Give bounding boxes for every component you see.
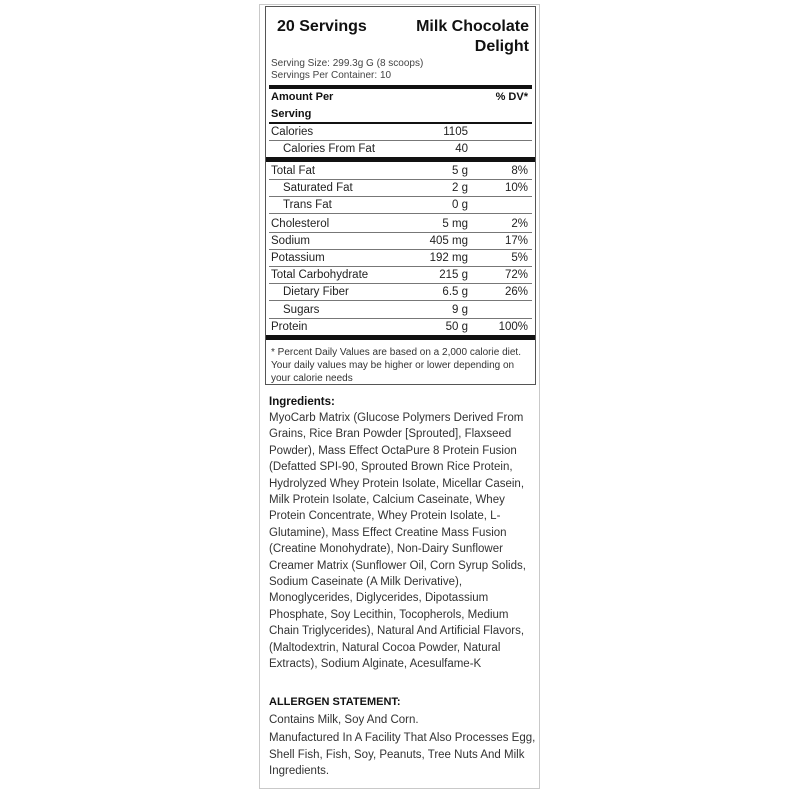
nutrient-row (269, 216, 532, 233)
nutrient-name: Protein (271, 321, 308, 333)
product-name: Milk Chocolate Delight (416, 18, 529, 55)
nutrient-amount: 5 mg (442, 218, 468, 230)
row-divider (269, 283, 532, 284)
daily-value-header: % DV* (495, 91, 528, 103)
row-divider (269, 179, 532, 180)
nutrient-name: Calories (271, 126, 314, 138)
nutrient-amount: 2 g (452, 182, 468, 194)
ingredients-title: Ingredients: (269, 396, 335, 408)
servings-title: 20 Servings (277, 18, 367, 35)
servings-per-container: Servings Per Container: 10 (271, 70, 392, 81)
nutrient-daily-value: 26% (504, 286, 528, 298)
allergen-title: ALLERGEN STATEMENT: (269, 696, 401, 708)
nutrient-amount: 40 (455, 143, 468, 155)
row-divider (269, 213, 532, 214)
nutrient-daily-value: 100% (498, 321, 528, 333)
nutrient-amount: 215 g (439, 269, 468, 281)
nutrient-amount: 6.5 g (442, 286, 468, 298)
nutrient-amount: 1105 (443, 126, 468, 138)
daily-value-footnote: * Percent Daily Values are based on a 2,000 calorie diet. Your daily values may be higher or lower depending on your calorie needs (271, 347, 521, 384)
nutrient-name: Calories From Fat (283, 143, 376, 155)
nutrient-amount: 0 g (452, 199, 468, 211)
nutrient-row (269, 250, 532, 267)
row-divider (269, 266, 532, 267)
nutrient-name: Saturated Fat (283, 182, 353, 194)
row-divider (269, 300, 532, 301)
nutrient-row (269, 319, 532, 336)
nutrient-amount: 192 mg (429, 252, 468, 264)
allergen-contains: Contains Milk, Soy And Corn. (269, 714, 419, 726)
nutrient-row (269, 197, 532, 214)
nutrient-daily-value: 5% (511, 252, 528, 264)
nutrition-facts-panel (265, 6, 536, 385)
nutrient-name: Sodium (271, 235, 310, 247)
nutrient-name: Sugars (283, 304, 320, 316)
ingredients-text: MyoCarb Matrix (Glucose Polymers Derived From Grains, Rice Bran Powder [Sprouted], Flaxseed Powder), Mass Effect OctaPure 8 Protein Fusion (Defatted SPI-90, Sprouted Brown Rice Protein, Hydrolyzed Whey Protein Isolate, Micellar Casein, Milk Protein Isolate, Calcium Caseinate, Whey Protein Concentrate, Whey Protein Isolate, L-Glutamine), Mass Effect Creatine Mass Fusion (Creatine Monohydrate), Non-Dairy Sunflower Creamer Matrix (Sunflower Oil, Corn Syrup Solids, Sodium Caseinate (A Milk Derivative), Monoglycerides, Diglycerides, Dipotassium Phosphate, Soy Lecithin, Tocopherols, Medium Chain Triglycerides), Natural And Artificial Flavors, (Maltodextrin, Natural Cocoa Powder, Natural Extracts), Sodium Alginate, Acesulfame-K (269, 412, 526, 671)
nutrient-row (269, 163, 532, 180)
serving-size: Serving Size: 299.3g G (8 scoops) (271, 58, 424, 69)
row-divider (269, 196, 532, 197)
nutrient-daily-value: 72% (504, 269, 528, 281)
row-divider (269, 140, 532, 141)
row-divider (269, 232, 532, 233)
nutrient-row (269, 233, 532, 250)
nutrient-name: Cholesterol (271, 218, 330, 230)
nutrient-row (269, 284, 532, 301)
nutrient-row (269, 124, 532, 141)
nutrient-row (269, 180, 532, 197)
nutrient-daily-value: 17% (504, 235, 528, 247)
nutrient-row (269, 267, 532, 284)
thick-divider (266, 335, 535, 340)
nutrient-amount: 50 g (445, 321, 468, 333)
nutrient-name: Trans Fat (283, 199, 332, 211)
nutrient-amount: 5 g (452, 165, 468, 177)
nutrient-name: Total Fat (271, 165, 316, 177)
allergen-facility: Manufactured In A Facility That Also Processes Egg, Shell Fish, Fish, Soy, Peanuts, Tree Nuts And Milk Ingredients. (269, 732, 536, 777)
nutrient-daily-value: 8% (511, 165, 528, 177)
amount-per-serving-header: Amount Per Serving (271, 91, 334, 120)
nutrient-name: Total Carbohydrate (271, 269, 369, 281)
nutrient-name: Potassium (271, 252, 325, 264)
nutrient-row (269, 302, 532, 319)
nutrient-amount: 9 g (452, 304, 468, 316)
row-divider (269, 249, 532, 250)
nutrient-daily-value: 10% (504, 182, 528, 194)
nutrient-amount: 405 mg (429, 235, 468, 247)
thick-divider (266, 157, 535, 162)
nutrient-name: Dietary Fiber (283, 286, 349, 298)
nutrient-daily-value: 2% (511, 218, 528, 230)
nutrient-row (269, 141, 532, 158)
row-divider (269, 318, 532, 319)
